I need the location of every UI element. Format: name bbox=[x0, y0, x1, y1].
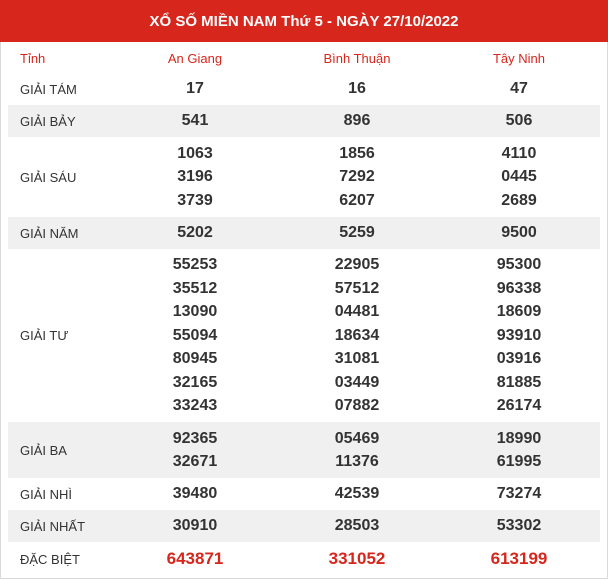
province-name: Tây Ninh bbox=[492, 51, 546, 66]
prize-number: 18634 bbox=[334, 326, 380, 344]
prize-number: 81885 bbox=[496, 373, 542, 391]
prize-number: 16 bbox=[348, 80, 366, 98]
prize-row bbox=[8, 217, 600, 249]
prize-number: 61995 bbox=[496, 453, 542, 470]
prize-number: 57512 bbox=[334, 279, 380, 297]
prize-label: GIẢI TÁM bbox=[20, 81, 77, 97]
prize-cell bbox=[114, 542, 276, 576]
prize-number: 506 bbox=[505, 112, 533, 130]
prize-number: 32165 bbox=[172, 373, 218, 391]
prize-cell bbox=[438, 249, 600, 422]
prize-number: 1856 bbox=[339, 144, 375, 162]
prize-cell bbox=[114, 73, 276, 105]
prize-number: 04481 bbox=[334, 303, 380, 321]
prize-number: 1063 bbox=[177, 144, 213, 162]
prize-cell bbox=[114, 249, 276, 422]
prize-cell bbox=[438, 73, 600, 105]
prize-number: 18990 bbox=[496, 429, 542, 447]
prize-number: 3739 bbox=[177, 191, 213, 209]
prize-number: 7292 bbox=[339, 168, 375, 186]
prize-number: 73274 bbox=[496, 485, 542, 503]
prize-number: 31081 bbox=[334, 350, 380, 368]
prize-number: 03916 bbox=[496, 350, 542, 368]
prize-cell bbox=[438, 217, 600, 249]
prize-number: 5202 bbox=[177, 224, 213, 242]
prize-number: 96338 bbox=[496, 279, 542, 297]
province-header-label: Tỉnh bbox=[20, 51, 46, 66]
prize-label: GIẢI TƯ bbox=[20, 328, 69, 343]
prize-number: 33243 bbox=[172, 397, 218, 415]
prize-row bbox=[8, 542, 600, 576]
prize-row bbox=[8, 73, 600, 105]
prize-cell bbox=[438, 137, 600, 217]
prize-cell bbox=[276, 217, 438, 249]
prize-cell bbox=[276, 478, 438, 510]
prize-label: GIẢI BẢY bbox=[8, 105, 114, 137]
special-prize-number: 613199 bbox=[490, 549, 548, 569]
prize-label: GIẢI SÁU bbox=[20, 169, 77, 185]
prize-number: 55253 bbox=[172, 256, 218, 274]
prize-number: 35512 bbox=[172, 279, 218, 297]
prize-number: 2689 bbox=[501, 191, 537, 209]
prize-number: 11376 bbox=[335, 453, 379, 470]
prize-cell bbox=[114, 422, 276, 478]
prize-number: 55094 bbox=[172, 326, 218, 344]
prize-cell bbox=[114, 510, 276, 542]
prize-label: ĐẶC BIỆT bbox=[20, 551, 80, 567]
prize-cell bbox=[438, 510, 600, 542]
prize-row bbox=[8, 249, 600, 422]
prize-number: 26174 bbox=[496, 397, 542, 415]
prize-cell bbox=[276, 542, 438, 576]
prize-number: 93910 bbox=[496, 326, 542, 344]
prize-number: 30910 bbox=[172, 517, 218, 535]
prize-number: 03449 bbox=[334, 373, 380, 391]
prize-number: 0445 bbox=[501, 168, 537, 186]
province-name: Bình Thuận bbox=[323, 51, 391, 66]
prize-cell bbox=[438, 422, 600, 478]
prize-number: 05469 bbox=[334, 429, 380, 447]
special-prize-number: 643871 bbox=[166, 549, 224, 569]
prize-cell bbox=[438, 542, 600, 576]
special-prize-number: 331052 bbox=[328, 549, 386, 569]
prize-row bbox=[8, 137, 600, 217]
prize-number: 13090 bbox=[172, 303, 218, 321]
prize-label: GIẢI NHÌ bbox=[20, 486, 73, 502]
prize-label: GIẢI NHẤT bbox=[8, 510, 114, 542]
prize-number: 17 bbox=[186, 80, 204, 98]
prize-number: 6207 bbox=[339, 191, 375, 209]
prize-number: 18609 bbox=[496, 303, 542, 321]
prize-number: 39480 bbox=[172, 485, 218, 503]
prize-row bbox=[8, 510, 600, 542]
prize-number: 32671 bbox=[172, 453, 218, 470]
prize-cell bbox=[276, 105, 438, 137]
lottery-results-table bbox=[8, 44, 600, 576]
prize-row bbox=[8, 478, 600, 510]
prize-number: 22905 bbox=[334, 256, 380, 274]
prize-row bbox=[8, 422, 600, 478]
prize-cell bbox=[276, 137, 438, 217]
page-title: XỔ SỐ MIỀN NAM Thứ 5 - NGÀY 27/10/2022 bbox=[0, 0, 608, 42]
prize-cell bbox=[276, 73, 438, 105]
prize-number: 80945 bbox=[172, 350, 218, 368]
prize-number: 3196 bbox=[177, 168, 213, 186]
prize-number: 42539 bbox=[334, 485, 380, 503]
prize-number: 47 bbox=[510, 80, 528, 98]
prize-cell bbox=[438, 105, 600, 137]
prize-cell bbox=[438, 478, 600, 510]
prize-cell bbox=[276, 249, 438, 422]
prize-cell bbox=[276, 510, 438, 542]
prize-cell bbox=[114, 105, 276, 137]
prize-number: 896 bbox=[343, 112, 371, 130]
prize-number: 4110 bbox=[501, 144, 537, 162]
prize-label: GIẢI NĂM bbox=[8, 217, 114, 249]
prize-label: GIẢI BA bbox=[8, 422, 114, 478]
prize-cell bbox=[276, 422, 438, 478]
header-row bbox=[8, 44, 600, 73]
prize-number: 541 bbox=[181, 112, 209, 130]
prize-cell bbox=[114, 137, 276, 217]
prize-row bbox=[8, 105, 600, 137]
prize-number: 28503 bbox=[334, 517, 380, 535]
province-name: An Giang bbox=[167, 51, 223, 66]
prize-number: 53302 bbox=[496, 517, 542, 535]
prize-cell bbox=[114, 478, 276, 510]
prize-number: 5259 bbox=[339, 224, 375, 242]
prize-number: 92365 bbox=[172, 429, 218, 447]
prize-number: 9500 bbox=[501, 224, 537, 242]
prize-number: 07882 bbox=[334, 397, 380, 415]
prize-cell bbox=[114, 217, 276, 249]
prize-number: 95300 bbox=[496, 256, 542, 274]
